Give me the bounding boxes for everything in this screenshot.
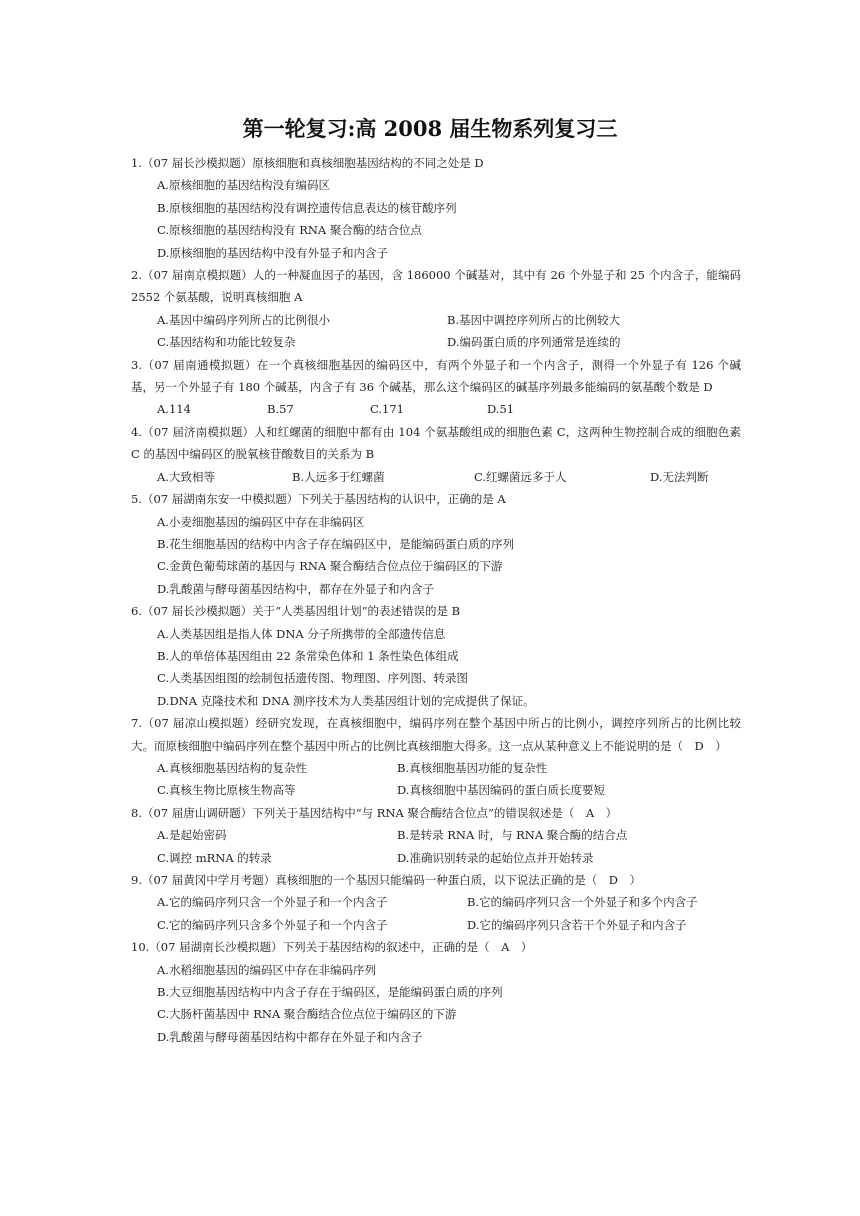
option-a: A.它的编码序列只含一个外显子和一个内含子 — [157, 895, 388, 910]
option-row — [131, 398, 741, 420]
question-10 — [131, 936, 741, 1048]
option-a: A.是起始密码 — [157, 828, 227, 843]
option-a: A.小麦细胞基因的编码区中存在非编码区 — [157, 514, 365, 529]
option-row — [131, 757, 741, 779]
question-list — [131, 152, 741, 1048]
question-6 — [131, 600, 741, 712]
option-b: B.它的编码序列只含一个外显子和多个内含子 — [467, 895, 698, 910]
option-row — [131, 824, 741, 846]
option-d: D.准确识别转录的起始位点并开始转录 — [397, 850, 594, 865]
option-c: C.金黄色葡萄球菌的基因与 RNA 聚合酶结合位点位于编码区的下游 — [157, 559, 503, 574]
option-d: D.乳酸菌与酵母菌基因结构中，都存在外显子和内含子 — [157, 581, 434, 596]
question-stem: 4.（07 届济南模拟题）人和红螺菌的细胞中都有由 104 个氨基酸组成的细胞色素 C，这两种生物控制合成的细胞色素 C 的基因中编码区的脱氧核苷酸数目的关系为 B — [131, 424, 741, 462]
option-a: A.人类基因组是指人体 DNA 分子所携带的全部遗传信息 — [157, 626, 446, 641]
question-7 — [131, 712, 741, 802]
option-d: D.DNA 克隆技术和 DNA 测序技术为人类基因组计划的完成提供了保证。 — [157, 693, 535, 708]
option-row — [131, 331, 741, 353]
question-1 — [131, 152, 741, 264]
question-5 — [131, 488, 741, 600]
page-title: 第一轮复习:高 2008 届生物系列复习三 — [242, 116, 618, 141]
option-d: D.它的编码序列只含若干个外显子和内含子 — [467, 917, 687, 932]
option-d: D.乳酸菌与酵母菌基因结构中都存在外显子和内含子 — [157, 1029, 423, 1044]
option-d: D.真核细胞中基因编码的蛋白质长度要短 — [397, 783, 605, 798]
option-row — [131, 779, 741, 801]
option-a: A.水稻细胞基因的编码区中存在非编码序列 — [157, 962, 376, 977]
option-b: B.人的单倍体基因组由 22 条常染色体和 1 条性染色体组成 — [157, 648, 459, 663]
option-b: B.真核细胞基因功能的复杂性 — [397, 760, 548, 775]
option-a: A.大致相等 — [157, 469, 215, 484]
question-stem: 7.（07 届凉山模拟题）经研究发现，在真核细胞中，编码序列在整个基因中所占的比例小，调控序列所占的比例比较大。而原核细胞中编码序列在整个基因中所占的比例比真核细胞大得多。这一点从某种意义上不能说明的是（ D ） — [131, 716, 741, 753]
question-stem: 1.（07 届长沙模拟题）原核细胞和真核细胞基因结构的不同之处是 D — [131, 156, 484, 170]
question-stem: 5.（07 届湖南东安一中模拟题）下列关于基因结构的认识中，正确的是 A — [131, 492, 506, 507]
option-b: B.花生细胞基因的结构中内含子存在编码区中，是能编码蛋白质的序列 — [157, 536, 515, 551]
option-b: B.原核细胞的基因结构没有调控遗传信息表达的核苷酸序列 — [157, 200, 457, 215]
option-d: D.无法判断 — [650, 469, 709, 484]
option-row — [131, 847, 741, 869]
question-4 — [131, 421, 741, 488]
question-stem: 10.（07 届湖南长沙模拟题）下列关于基因结构的叙述中，正确的是（ A ） — [131, 940, 533, 955]
question-stem: 9.（07 届黄冈中学月考题）真核细胞的一个基因只能编码一种蛋白质，以下说法正确的是（ D ） — [131, 873, 641, 887]
option-d: D.51 — [487, 402, 515, 417]
option-c: C.原核细胞的基因结构没有 RNA 聚合酶的结合位点 — [157, 223, 422, 238]
option-a: A.基因中编码序列所占的比例很小 — [157, 312, 330, 327]
option-row — [131, 466, 741, 488]
question-9 — [131, 869, 741, 936]
option-c: C.人类基因组图的绘制包括遗传图、物理图、序列图、转录图 — [157, 671, 469, 686]
option-row — [131, 309, 741, 331]
option-row — [131, 914, 741, 936]
option-c: C.调控 mRNA 的转录 — [157, 850, 272, 865]
option-b: B.基因中调控序列所占的比例较大 — [447, 312, 621, 327]
option-b: B.57 — [267, 402, 294, 417]
option-d: D.编码蛋白质的序列通常是连续的 — [447, 335, 621, 350]
question-stem: 8.（07 届唐山调研题）下列关于基因结构中“与 RNA 聚合酶结合位点”的错误叙述是（ A ） — [131, 805, 618, 820]
option-c: C.红螺菌远多于人 — [474, 469, 567, 484]
option-c: C.大肠杆菌基因中 RNA 聚合酶结合位点位于编码区的下游 — [157, 1007, 457, 1022]
option-b: B.是转录 RNA 时，与 RNA 聚合酶的结合点 — [397, 828, 628, 843]
option-a: A.114 — [157, 402, 191, 417]
option-c: C.171 — [370, 402, 404, 417]
option-b: B.大豆细胞基因结构中内含子存在于编码区，是能编码蛋白质的序列 — [157, 985, 503, 1000]
option-a: A.真核细胞基因结构的复杂性 — [157, 760, 307, 775]
option-row — [131, 891, 741, 913]
option-c: C.基因结构和功能比较复杂 — [157, 335, 296, 350]
option-d: D.原核细胞的基因结构中没有外显子和内含子 — [157, 245, 388, 260]
option-b: B.人远多于红螺菌 — [292, 469, 385, 484]
question-stem: 2.（07 届南京模拟题）人的一种凝血因子的基因，含 186000 个碱基对，其中有 26 个外显子和 25 个内含子，能编码 2552 个氨基酸，说明真核细胞 A — [131, 268, 741, 305]
question-2 — [131, 264, 741, 354]
option-c: C.它的编码序列只含多个外显子和一个内含子 — [157, 917, 388, 932]
question-stem: 6.（07 届长沙模拟题）关于“人类基因组计划”的表述错误的是 B — [131, 604, 461, 619]
option-c: C.真核生物比原核生物高等 — [157, 783, 296, 798]
option-a: A.原核细胞的基因结构没有编码区 — [157, 178, 330, 193]
question-3 — [131, 354, 741, 421]
question-stem: 3.（07 届南通模拟题）在一个真核细胞基因的编码区中，有两个外显子和一个内含子，测得一个外显子有 126 个碱基，另一个外显子有 180 个碱基，内含子有 36 个碱基，那么这个编码区的碱基序列最多能编码的氨基酸个数是 D — [131, 357, 741, 395]
question-8 — [131, 802, 741, 869]
